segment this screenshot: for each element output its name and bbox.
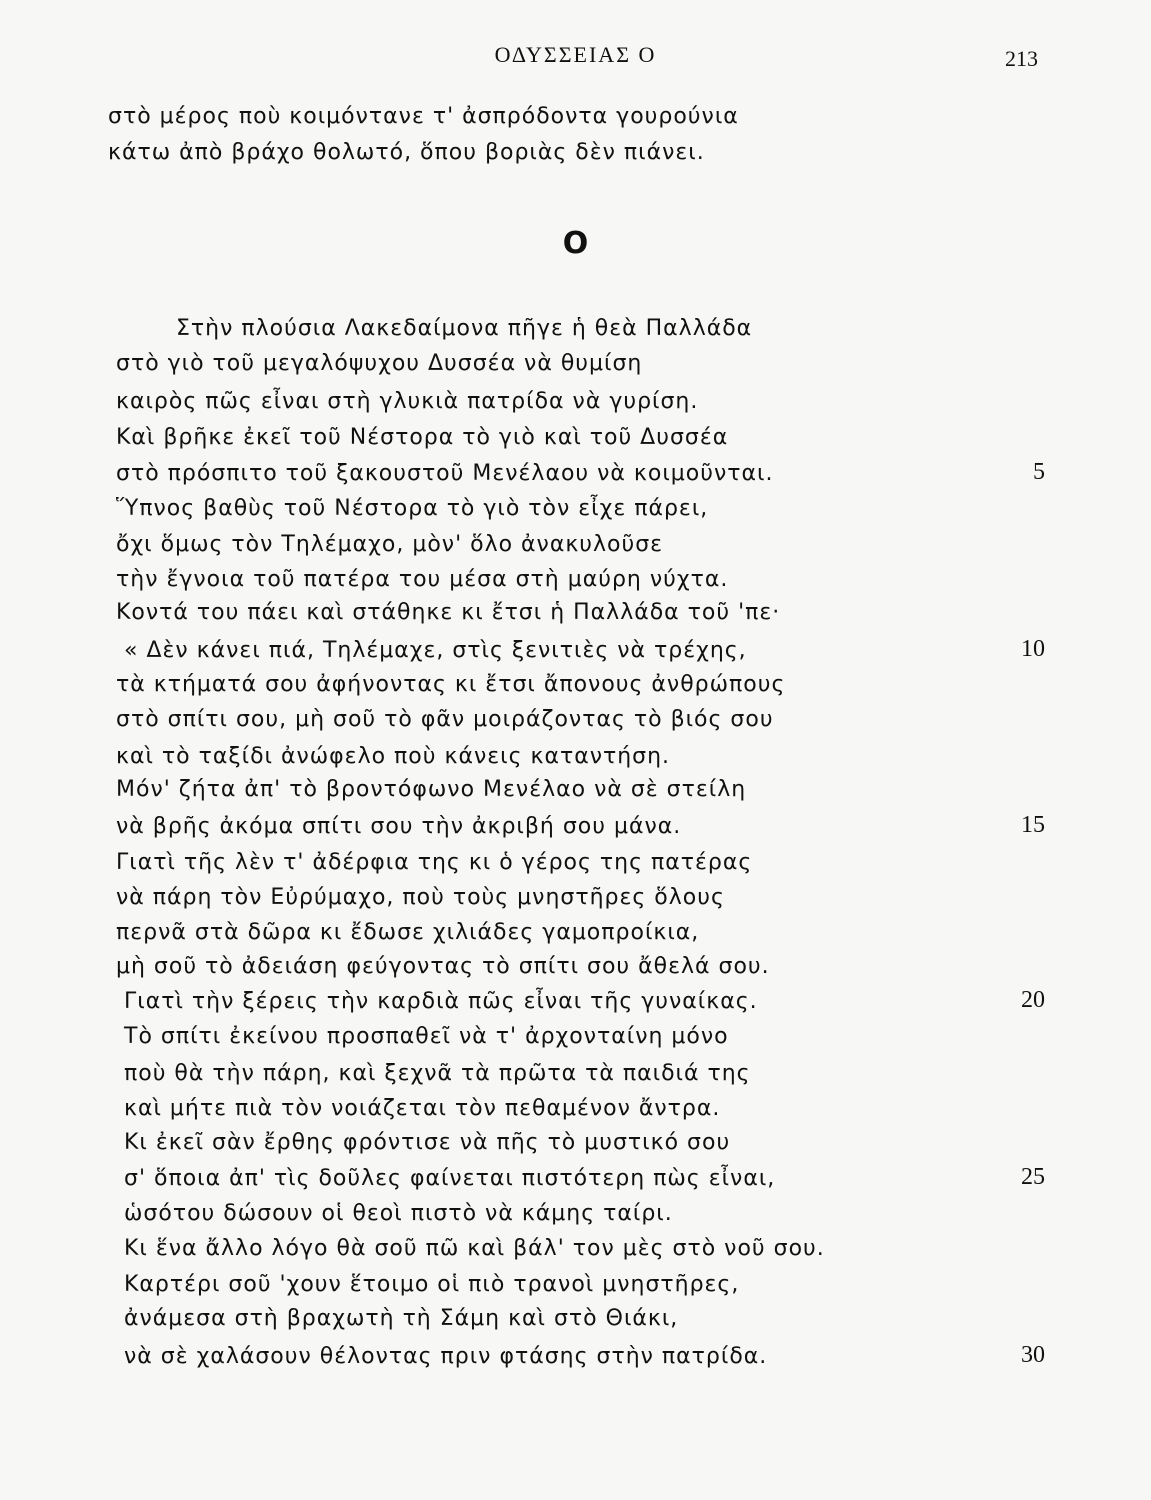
verse-line: Γιατὶ τὴν ξέρεις τὴν καρδιὰ πῶς εἶναι τῆς γυναίκας.	[124, 989, 758, 1014]
verse-line: νὰ σὲ χαλάσουν θέλοντας πριν φτάσης στὴν πατρίδα.	[124, 1344, 768, 1369]
verse-line: περνᾶ στὰ δῶρα κι ἔδωσε χιλιάδες γαμοπροίκια,	[116, 920, 700, 945]
line-number: 5	[1033, 459, 1045, 485]
verse-line: τὴν ἔγνοια τοῦ πατέρα του μέσα στὴ μαύρη νύχτα.	[116, 567, 729, 592]
line-number: 25	[1021, 1164, 1045, 1190]
line-number: 15	[1021, 812, 1045, 838]
verse-line: ποὺ θὰ τὴν πάρη, καὶ ξεχνᾶ τὰ πρῶτα τὰ παιδιά της	[124, 1061, 751, 1086]
verse-line: Κοντά του πάει καὶ στάθηκε κι ἔτσι ἡ Παλλάδα τοῦ 'πε·	[116, 600, 781, 625]
book-heading: Ο	[562, 226, 589, 261]
verse-line: καὶ μήτε πιὰ τὸν νοιάζεται τὸν πεθαμένον ἄντρα.	[124, 1096, 721, 1121]
verse-line: στὸ σπίτι σου, μὴ σοῦ τὸ φᾶν μοιράζοντας τὸ βιός σου	[116, 707, 774, 732]
verse-line: Τὸ σπίτι ἐκείνου προσπαθεῖ νὰ τ' ἀρχονταίνη μόνο	[124, 1024, 729, 1049]
page-number: 213	[1005, 46, 1038, 71]
line-number: 20	[1021, 987, 1045, 1013]
running-header-title: ΟΔΥΣΣΕΙΑΣ Ο	[494, 42, 657, 67]
preceding-verse-line: κάτω ἀπὸ βράχο θολωτό, ὅπου βοριὰς δὲν πιάνει.	[108, 140, 705, 165]
verse-line: τὰ κτήματά σου ἀφήνοντας κι ἔτσι ἄπονους ἀνθρώπους	[116, 672, 786, 697]
line-number: 30	[1021, 1342, 1045, 1368]
verse-line: νὰ πάρη τὸν Εὐρύμαχο, ποὺ τοὺς μνηστῆρες ὅλους	[116, 885, 725, 910]
verse-line: στὸ πρόσπιτο τοῦ ξακουστοῦ Μενέλαου νὰ κοιμοῦνται.	[116, 461, 774, 486]
verse-line: Μόν' ζήτα ἀπ' τὸ βροντόφωνο Μενέλαο νὰ σὲ στείλη	[116, 777, 747, 802]
verse-line: ὄχι ὅμως τὸν Τηλέμαχο, μὸν' ὅλο ἀνακυλοῦσε	[116, 532, 664, 557]
verse-line: Γιατὶ τῆς λὲν τ' ἀδέρφια της κι ὁ γέρος της πατέρας	[116, 850, 753, 875]
verse-line: στὸ γιὸ τοῦ μεγαλόψυχου Δυσσέα νὰ θυμίση	[116, 351, 643, 376]
verse-line: σ' ὅποια ἀπ' τὶς δοῦλες φαίνεται πιστότερη πὼς εἶναι,	[124, 1166, 776, 1191]
preceding-verse-line: στὸ μέρος ποὺ κοιμόντανε τ' ἀσπρόδοντα γουρούνια	[108, 104, 739, 129]
verse-line: ὡσότου δώσουν οἱ θεοὶ πιστὸ νὰ κάμης ταίρι.	[124, 1201, 673, 1226]
verse-line: Στὴν πλούσια Λακεδαίμονα πῆγε ἡ θεὰ Παλλάδα	[176, 316, 753, 341]
verse-line: μὴ σοῦ τὸ ἀδειάση φεύγοντας τὸ σπίτι σου ἄθελά σου.	[116, 954, 770, 979]
verse-line: Καὶ βρῆκε ἐκεῖ τοῦ Νέστορα τὸ γιὸ καὶ τοῦ Δυσσέα	[116, 425, 729, 450]
verse-line: νὰ βρῆς ἀκόμα σπίτι σου τὴν ἀκριβή σου μάνα.	[116, 814, 682, 839]
verse-line: « Δὲν κάνει πιά, Τηλέμαχε, στὶς ξενιτιὲς νὰ τρέχης,	[124, 638, 747, 663]
verse-line: καιρὸς πῶς εἶναι στὴ γλυκιὰ πατρίδα νὰ γυρίση.	[116, 389, 699, 414]
verse-line: ἀνάμεσα στὴ βραχωτὴ τὴ Σάμη καὶ στὸ Θιάκι,	[124, 1306, 679, 1331]
verse-line: Ὕπνος βαθὺς τοῦ Νέστορα τὸ γιὸ τὸν εἶχε πάρει,	[116, 496, 709, 521]
verse-line: Καρτέρι σοῦ 'χουν ἕτοιμο οἱ πιὸ τρανοὶ μνηστῆρες,	[124, 1272, 740, 1297]
verse-line: Κι ἕνα ἄλλο λόγο θὰ σοῦ πῶ καὶ βάλ' τον μὲς στὸ νοῦ σου.	[124, 1236, 825, 1261]
verse-line: Κι ἐκεῖ σὰν ἔρθης φρόντισε νὰ πῆς τὸ μυστικό σου	[124, 1130, 731, 1155]
verse-line: καὶ τὸ ταξίδι ἀνώφελο ποὺ κάνεις καταντήση.	[116, 744, 671, 769]
line-number: 10	[1021, 636, 1045, 662]
